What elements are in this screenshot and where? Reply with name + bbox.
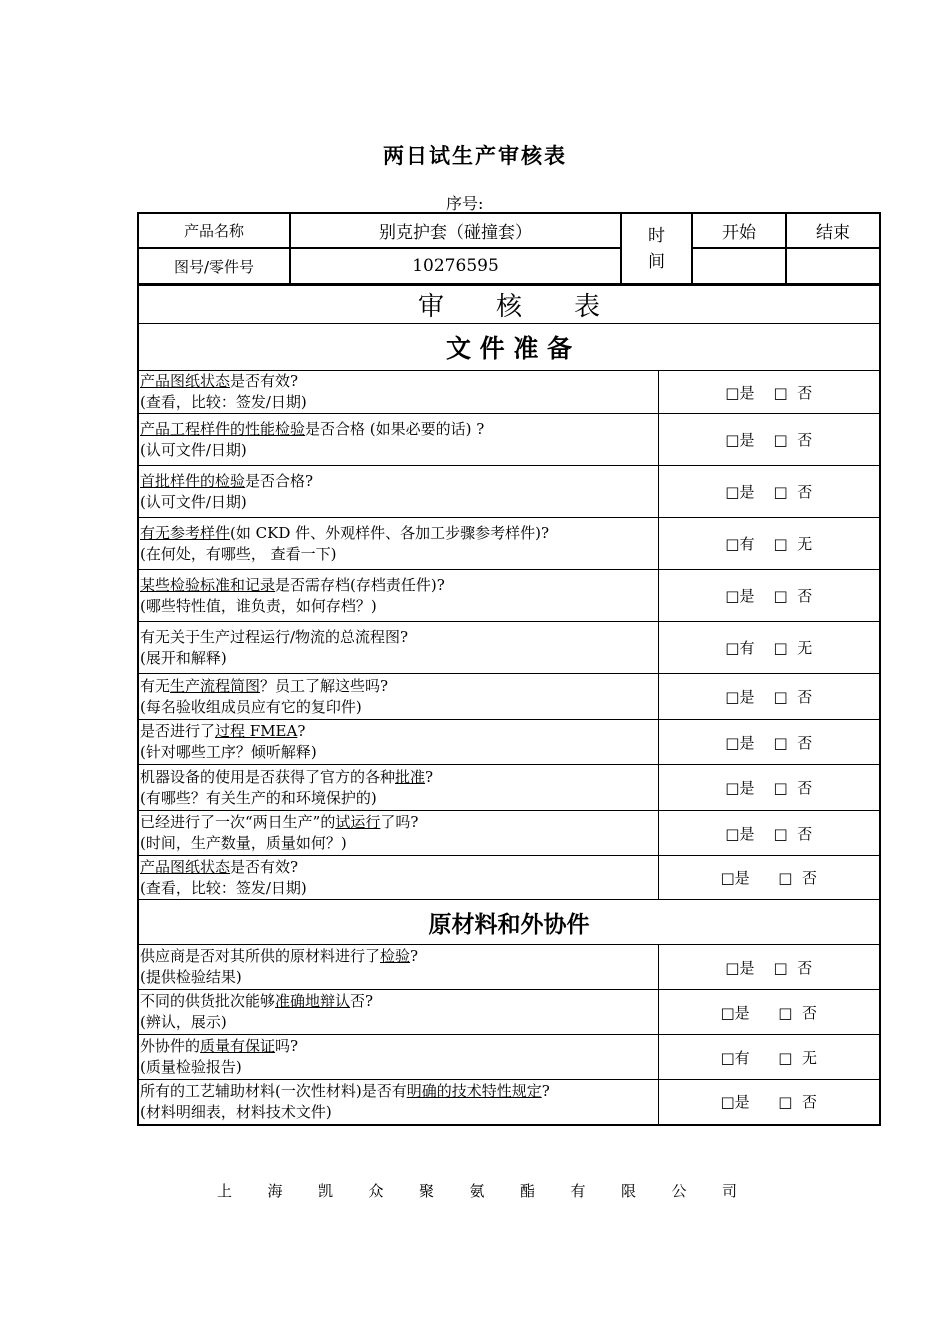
question-text-underlined: 产品图纸状态 [140, 372, 231, 390]
question-row [138, 990, 880, 1035]
question-text [140, 721, 657, 742]
question-text-underlined: 试运行 [335, 813, 381, 831]
question-row [138, 674, 880, 720]
answer-checkboxes[interactable]: □是 □ 否 [658, 466, 880, 518]
question-cell [138, 990, 658, 1035]
question-text-rest: ？员工了解这些吗? [260, 676, 389, 695]
answer-checkboxes[interactable]: □是 □ 否 [658, 811, 880, 856]
question-text-rest: 是否合格 (如果必要的话) ? [305, 419, 485, 438]
time-label-1: 时 [648, 225, 665, 246]
question-note: (每名验收组成员应有它的复印件) [140, 697, 362, 716]
question-text [140, 1036, 657, 1057]
company-name-char: 众 [368, 1182, 384, 1200]
answer-checkboxes[interactable]: □是 □ 否 [658, 1080, 880, 1125]
company-name [217, 1180, 773, 1201]
company-name-char: 海 [267, 1182, 283, 1200]
question-text [140, 471, 657, 492]
question-cell [138, 622, 658, 674]
question-text [140, 419, 657, 440]
answer-checkboxes[interactable]: □是 □ 否 [658, 570, 880, 622]
question-text-pre: 机器设备的使用是否获得了官方的各种 [140, 767, 396, 786]
company-name-char: 酯 [520, 1182, 536, 1200]
question-note: (质量检验报告) [140, 1058, 242, 1076]
question-cell [138, 570, 658, 622]
answer-checkboxes[interactable]: □是 □ 否 [658, 720, 880, 765]
question-row [138, 765, 880, 811]
question-row [138, 945, 880, 990]
question-text-underlined: 首批样件的检验 [140, 471, 246, 490]
question-row [138, 466, 880, 518]
answer-checkboxes[interactable]: □有 □ 无 [658, 518, 880, 570]
question-note: (哪些特性值，谁负责，如何存档？) [140, 596, 377, 615]
section-title-materials: 原材料和外协件 [138, 900, 880, 945]
start-label: 开始 [692, 213, 786, 248]
answer-checkboxes[interactable]: □是 □ 否 [658, 765, 880, 811]
question-text-rest: 是否合格? [245, 471, 314, 490]
question-text-pre: 已经进行了一次“两日生产”的 [140, 813, 336, 831]
question-note: (材料明细表，材料技术文件) [140, 1102, 332, 1121]
company-name-char: 公 [671, 1182, 687, 1200]
serial-number-label: 序号: [446, 194, 484, 213]
question-cell [138, 466, 658, 518]
question-text [140, 627, 657, 648]
question-row [138, 1080, 880, 1125]
question-text-underlined: 某些检验标准和记录 [140, 575, 276, 594]
question-cell [138, 414, 658, 466]
question-text-rest: 了吗? [380, 813, 419, 831]
question-text-underlined: 产品工程样件的性能检验 [140, 419, 306, 438]
question-cell [138, 945, 658, 990]
question-cell [138, 1035, 658, 1080]
question-cell [138, 674, 658, 720]
question-text [140, 575, 657, 596]
question-text-rest: (如 CKD 件、外观样件、各加工步骤参考样件)? [230, 523, 550, 542]
question-text [140, 676, 657, 697]
question-text-underlined: 有无参考样件 [140, 523, 231, 542]
question-text-pre: 是否进行了 [140, 722, 216, 740]
answer-checkboxes[interactable]: □是 □ 否 [658, 856, 880, 900]
question-cell [138, 518, 658, 570]
time-label-2: 间 [648, 251, 665, 272]
question-row [138, 371, 880, 414]
answer-checkboxes[interactable]: □是 □ 否 [658, 371, 880, 414]
question-text-rest: 否? [350, 992, 374, 1010]
product-header-table [137, 212, 881, 285]
question-note: (时间，生产数量，质量如何？) [140, 834, 347, 852]
product-name-value: 别克护套（碰撞套） [290, 213, 621, 248]
question-text [140, 946, 657, 967]
question-cell [138, 371, 658, 414]
question-text-underlined: 生产流程简图 [170, 676, 261, 695]
question-note: (有哪些？有关生产的和环境保护的) [140, 788, 377, 807]
question-text [140, 1081, 657, 1102]
question-row [138, 622, 880, 674]
question-note: (展开和解释) [140, 648, 227, 667]
question-note: (查看，比较：签发/日期) [140, 878, 307, 897]
end-label: 结束 [786, 213, 880, 248]
question-row [138, 811, 880, 856]
question-text-underlined: 过程 FMEA [215, 722, 298, 740]
answer-checkboxes[interactable]: □是 □ 否 [658, 990, 880, 1035]
question-text-rest: ? [297, 722, 306, 740]
question-text-rest: 是否有效? [230, 857, 299, 876]
question-row [138, 1035, 880, 1080]
audit-table-title: 审 核 表 [138, 285, 880, 324]
part-number-value: 10276595 [290, 248, 621, 284]
question-text [140, 991, 657, 1012]
question-text [140, 371, 657, 392]
question-text [140, 812, 657, 833]
question-text [140, 767, 657, 788]
answer-checkboxes[interactable]: □是 □ 否 [658, 414, 880, 466]
answer-checkboxes[interactable]: □是 □ 否 [658, 674, 880, 720]
company-name-char: 氨 [469, 1182, 485, 1200]
question-row [138, 570, 880, 622]
company-name-char: 有 [570, 1182, 586, 1200]
question-text-underlined: 检验 [380, 947, 411, 965]
question-text-underlined: 明确的技术特性规定 [406, 1081, 542, 1100]
company-name-char: 司 [722, 1182, 738, 1200]
company-name-char: 聚 [419, 1182, 435, 1200]
question-row [138, 414, 880, 466]
question-text-underlined: 质量有保证 [200, 1037, 276, 1055]
start-time-value [692, 248, 786, 284]
question-text-rest: ? [541, 1081, 550, 1100]
question-text-underlined: 产品图纸状态 [140, 857, 231, 876]
company-name-char: 凯 [318, 1182, 334, 1200]
answer-checkboxes[interactable]: □有 □ 无 [658, 622, 880, 674]
question-text-rest: ? [425, 767, 434, 786]
section-title-documents: 文 件 准 备 [138, 324, 880, 371]
question-cell [138, 765, 658, 811]
answer-checkboxes[interactable]: □有 □ 无 [658, 1035, 880, 1080]
question-row [138, 856, 880, 900]
question-text [140, 857, 657, 878]
question-text-rest: 是否需存档(存档责任件)? [275, 575, 445, 594]
question-note: (提供检验结果) [140, 968, 242, 986]
question-text-underlined: 批准 [395, 767, 426, 786]
question-cell [138, 856, 658, 900]
product-name-label: 产品名称 [138, 213, 290, 248]
end-time-value [786, 248, 880, 284]
answer-checkboxes[interactable]: □是 □ 否 [658, 945, 880, 990]
question-note: (查看，比较：签发/日期) [140, 393, 307, 411]
question-cell [138, 1080, 658, 1125]
question-text-rest: 吗? [275, 1037, 299, 1055]
question-text-pre: 不同的供货批次能够 [140, 992, 276, 1010]
question-cell [138, 811, 658, 856]
question-cell [138, 720, 658, 765]
audit-table [137, 284, 881, 1126]
time-label [621, 213, 692, 284]
question-text-pre: 供应商是否对其所供的原材料进行了 [140, 947, 381, 965]
question-text-pre: 外协件的 [140, 1037, 201, 1055]
page-title: 两日试生产审核表 [383, 144, 567, 168]
question-row [138, 720, 880, 765]
question-text-underlined: 准确地辩认 [275, 992, 351, 1010]
question-note: (认可文件/日期) [140, 440, 247, 459]
question-text [140, 523, 657, 544]
question-note: (在何处，有哪些， 查看一下) [140, 544, 337, 563]
question-note: (辨认，展示) [140, 1013, 227, 1031]
company-name-char: 上 [217, 1182, 233, 1200]
question-text-rest: ? [410, 947, 419, 965]
question-note: (针对哪些工序？倾听解释) [140, 743, 317, 761]
question-text-rest: 是否有效? [230, 372, 299, 390]
question-text-pre: 所有的工艺辅助材料(一次性材料)是否有 [140, 1081, 407, 1100]
question-text-pre: 有无关于生产过程运行/物流的总流程图? [140, 627, 409, 646]
question-text-pre: 有无 [140, 676, 171, 695]
question-row [138, 518, 880, 570]
company-name-char: 限 [621, 1182, 637, 1200]
question-note: (认可文件/日期) [140, 492, 247, 511]
part-number-label: 图号/零件号 [138, 248, 290, 284]
